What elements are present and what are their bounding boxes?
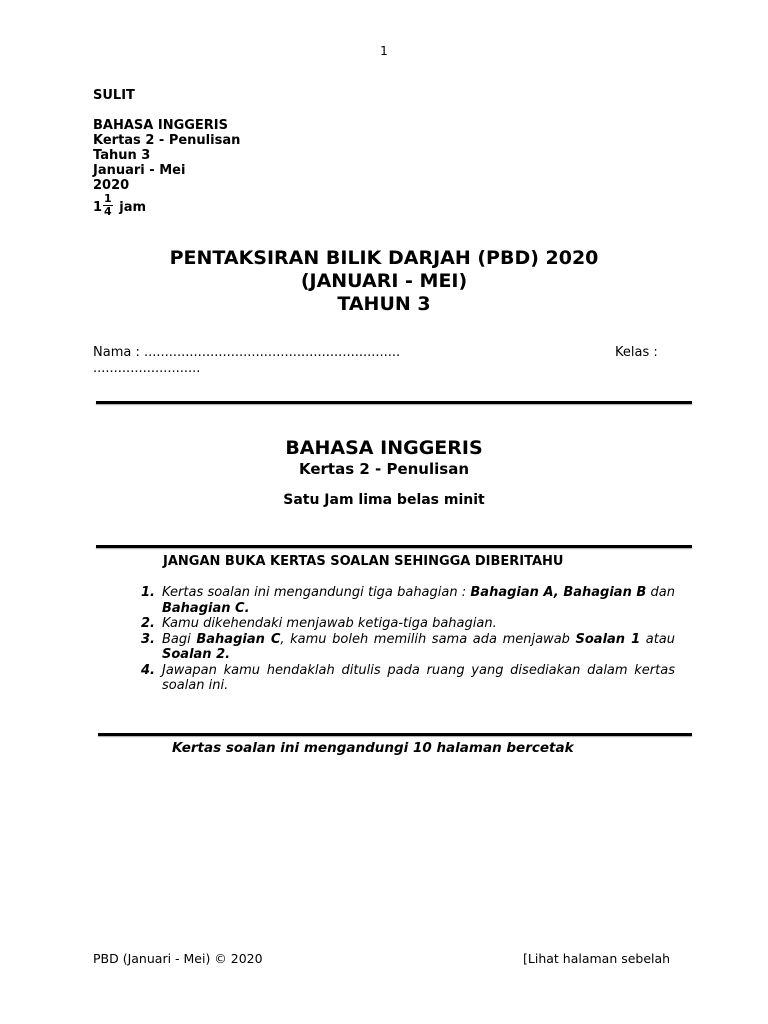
- instruction-item: [93, 632, 675, 663]
- divider-1: [96, 401, 692, 404]
- instruction-emphasis: Bahagian C.: [162, 600, 250, 616]
- instruction-emphasis: Soalan 1: [575, 631, 641, 647]
- header-period: Januari - Mei: [93, 163, 186, 178]
- instruction-segment: atau: [640, 631, 675, 647]
- paper-duration-text: Satu Jam lima belas minit: [283, 492, 485, 508]
- instruction-emphasis: Soalan 2.: [162, 647, 231, 662]
- duration-denominator: 4: [104, 205, 112, 218]
- instruction-text: [162, 616, 675, 632]
- title-line-1: PENTAKSIRAN BILIK DARJAH (PBD) 2020: [169, 247, 599, 269]
- instruction-text: [162, 585, 675, 616]
- instructions-list: [93, 585, 675, 694]
- header-subject: BAHASA INGGERIS: [93, 118, 229, 133]
- footer-left: PBD (Januari - Mei) © 2020: [93, 951, 263, 966]
- instruction-text: [162, 663, 675, 694]
- instruction-segment: , kamu boleh memilih sama ada menjawab: [280, 631, 576, 647]
- header-duration: [93, 192, 240, 220]
- paper-name: Kertas 2 - Penulisan: [298, 460, 470, 478]
- footer-right: [Lihat halaman sebelah: [523, 951, 671, 966]
- instruction-number: 4.: [141, 662, 155, 678]
- instruction-segment: dan: [646, 585, 675, 600]
- divider-2: [96, 545, 692, 548]
- instruction-number: 2.: [141, 616, 155, 631]
- title-line-3: TAHUN 3: [337, 293, 431, 315]
- class-field-dots: ..........................: [93, 361, 201, 376]
- header-year-level: Tahun 3: [93, 148, 151, 163]
- page-number: 1: [380, 44, 388, 58]
- instruction-segment: Jawapan kamu hendaklah ditulis pada ruang yang disediakan dalam kertas soalan ini.: [162, 662, 675, 693]
- name-field-label: Nama : ..............................................................: [93, 345, 401, 360]
- instruction-segment: Bagi: [162, 631, 197, 647]
- instruction-number: 1.: [141, 585, 155, 600]
- instruction-segment: Kamu dikehendaki menjawab ketiga-tiga bahagian.: [162, 616, 497, 631]
- instruction-emphasis: Bahagian C: [196, 631, 281, 647]
- instruction-item: [93, 663, 675, 694]
- instructions-heading: JANGAN BUKA KERTAS SOALAN SEHINGGA DIBERITAHU: [163, 554, 564, 569]
- instruction-number: 3.: [141, 631, 155, 647]
- duration-numerator: 1: [104, 192, 112, 205]
- instruction-text: [162, 632, 675, 663]
- instruction-item: [93, 585, 675, 616]
- instruction-emphasis: Bahagian A, Bahagian B: [470, 585, 647, 600]
- title-line-2: (JANUARI - MEI): [300, 270, 468, 292]
- classification-label: SULIT: [93, 88, 135, 103]
- header-block: [93, 118, 240, 220]
- instruction-segment: Kertas soalan ini mengandungi tiga bahagian :: [162, 585, 471, 600]
- duration-fraction: [103, 193, 113, 218]
- header-paper: Kertas 2 - Penulisan: [93, 133, 241, 148]
- main-title: [0, 247, 768, 316]
- paper-subject: BAHASA INGGERIS: [285, 437, 483, 459]
- divider-3: [98, 733, 692, 736]
- page-count-note: Kertas soalan ini mengandungi 10 halaman bercetak: [172, 740, 574, 756]
- duration-whole: 1: [93, 200, 103, 215]
- instruction-item: [93, 616, 675, 632]
- duration-unit: jam: [119, 200, 147, 215]
- class-field-label: Kelas :: [615, 345, 658, 360]
- header-year: 2020: [93, 178, 130, 193]
